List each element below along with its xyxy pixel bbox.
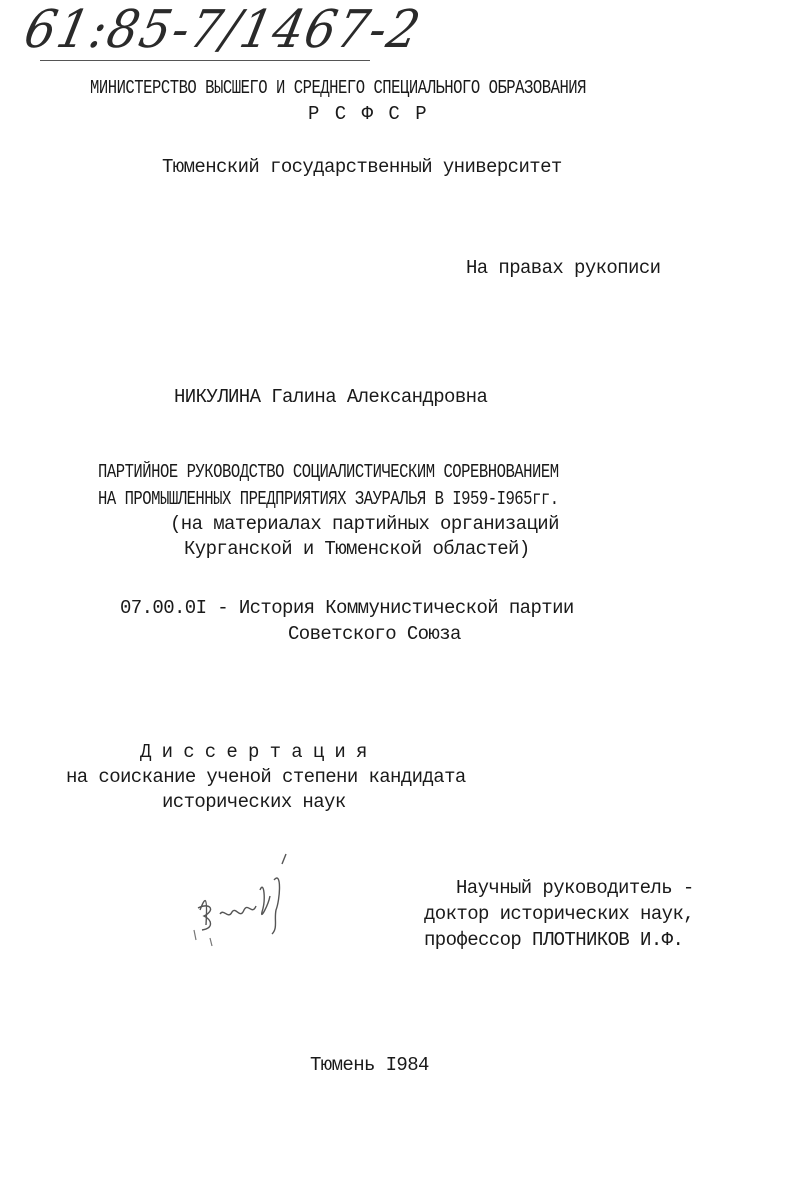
supervisor-label: Научный руководитель - xyxy=(456,877,694,899)
handwritten-underline xyxy=(40,60,370,61)
specialty-code: 07.00.0I - История Коммунистической партии xyxy=(120,597,574,619)
thesis-title-line-1: ПАРТИЙНОЕ РУКОВОДСТВО СОЦИАЛИСТИЧЕСКИМ СОРЕВНОВАНИЕМ xyxy=(98,461,559,483)
degree-field: исторических наук xyxy=(162,791,346,813)
university-name: Тюменский государственный университет xyxy=(162,156,562,178)
degree-heading: Д и с с е р т а ц и я xyxy=(140,741,367,763)
manuscript-note: На правах рукописи xyxy=(466,257,661,279)
thesis-subtitle-line-1: (на материалах партийных организаций xyxy=(170,513,559,535)
specialty-name: Советского Союза xyxy=(288,623,461,645)
thesis-title-line-2: НА ПРОМЫШЛЕННЫХ ПРЕДПРИЯТИЯХ ЗАУРАЛЬЯ В I959-I965гг. xyxy=(98,488,559,510)
republic-heading: Р С Ф С Р xyxy=(308,103,429,125)
supervisor-name: профессор ПЛОТНИКОВ И.Ф. xyxy=(424,929,684,951)
degree-purpose: на соискание ученой степени кандидата xyxy=(66,766,466,788)
archive-handwritten-number: 61:85-7/1467-2 xyxy=(19,0,427,60)
thesis-subtitle-line-2: Курганской и Тюменской областей) xyxy=(184,538,530,560)
ministry-heading: МИНИСТЕРСТВО ВЫСШЕГО И СРЕДНЕГО СПЕЦИАЛЬНОГО ОБРАЗОВАНИЯ xyxy=(90,77,587,99)
signature-icon xyxy=(190,850,310,960)
author-name: НИКУЛИНА Галина Александровна xyxy=(174,386,488,408)
supervisor-degree: доктор исторических наук, xyxy=(424,903,695,925)
city-year: Тюмень I984 xyxy=(310,1054,429,1076)
